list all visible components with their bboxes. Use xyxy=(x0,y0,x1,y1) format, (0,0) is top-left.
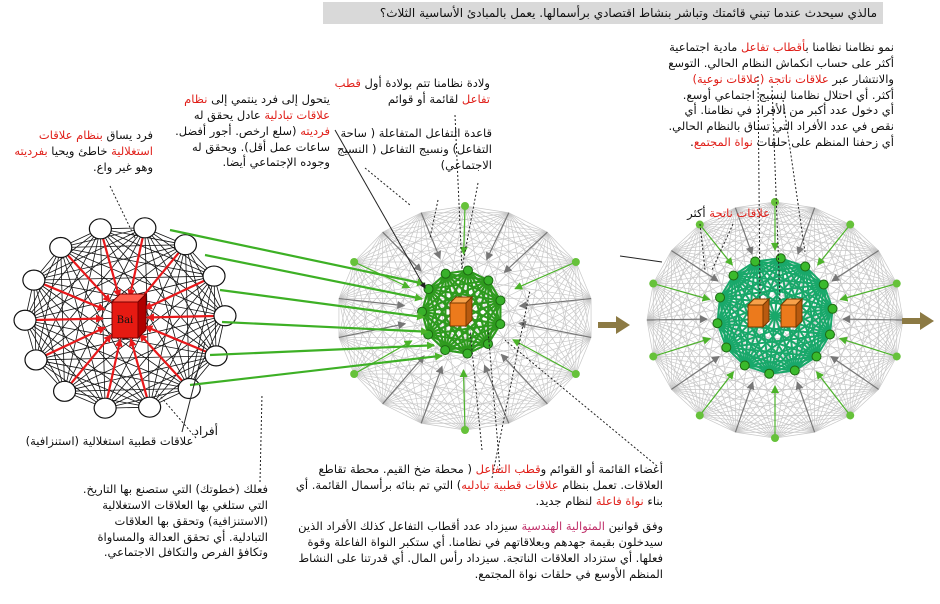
social-fabric-link xyxy=(775,320,903,438)
member-node xyxy=(572,258,580,266)
individual-node xyxy=(89,219,111,239)
individual-node xyxy=(50,237,72,257)
pole-member-node xyxy=(441,269,450,278)
note-highlight: علاقات ناتجة (علاقات نوعية) xyxy=(692,71,829,86)
pole-member-node xyxy=(463,349,472,358)
note-highlight: المتوالية الهندسية xyxy=(521,519,605,533)
note-text: نمو نظامنا نظامنا ب xyxy=(805,40,894,54)
member-node xyxy=(846,411,854,419)
note-highlight: قطب التفاعل xyxy=(475,462,541,476)
pole-member-node xyxy=(776,254,785,263)
pole-member-node xyxy=(441,346,450,355)
pole-member-node xyxy=(801,262,810,271)
interaction-base-note: قاعدة التفاعل المتفاعلة ( ساحة التفاعل) ونسيج التفاعل ( النسيج الاجتماعي) xyxy=(337,126,492,172)
individual-node xyxy=(25,350,47,370)
member-node xyxy=(696,411,704,419)
pole-member-node xyxy=(765,369,774,378)
note-highlight: نواة فاعلة xyxy=(595,493,644,508)
exploitative-relations-label: علاقات قطبية استغلالية (استنزافية) xyxy=(25,434,194,448)
pole-member-node xyxy=(496,320,505,329)
note-text: ) التي تم بنائه برأسمال القائمة. أي بناء xyxy=(295,477,663,508)
member-node xyxy=(572,370,580,378)
pole-member-node xyxy=(790,366,799,375)
note-text: فرد يساق xyxy=(102,128,153,142)
note-text: (سلع ارخص. أجور أفضل. ساعات عمل أقل). ويحقق له وجوده الإجتماعي أيضا. xyxy=(175,123,330,170)
member-node xyxy=(649,280,657,288)
individual-node xyxy=(134,218,156,238)
member-node xyxy=(461,426,469,434)
pole-member-node xyxy=(740,361,749,370)
note-text: أكثر xyxy=(687,206,710,220)
note-text: وهو غير واع. xyxy=(93,159,153,174)
member-node xyxy=(771,434,779,442)
note-text: ( محطة ضخ القيم. محطة تقاطع العلاقات. تعمل بنظام xyxy=(318,462,663,492)
individuals-label: أفراد xyxy=(193,424,218,438)
member-node xyxy=(461,202,469,210)
system-growth-note xyxy=(668,40,894,151)
geometric-growth-note xyxy=(295,519,663,582)
list-members-note xyxy=(295,462,663,510)
individual-node xyxy=(14,310,36,330)
note-text: خاطئ ويحيا xyxy=(47,143,112,158)
pole-member-node xyxy=(722,343,731,352)
note-text: أعضاء القائمة أو القوائم و xyxy=(540,462,663,476)
page-title: مالذي سيحدث عندما تبني قائمتك وتباشر بنشاط اقتصادي برأسمالها. يعمل بالمبادئ الأساسية الثلاث؟ xyxy=(323,2,883,24)
note-highlight: علاقات ناتجة xyxy=(709,206,770,220)
pole-member-node xyxy=(751,257,760,266)
individual-node xyxy=(54,381,76,401)
expanded-network xyxy=(647,198,903,442)
pole-member-node xyxy=(463,266,472,275)
note-highlight: علاقات قطبية تبادليه xyxy=(461,477,559,492)
note-highlight: بنظام علاقات استغلالية xyxy=(38,128,153,158)
note-text: ولادة نظامنا تتم بولادة أول xyxy=(360,76,490,90)
note-text: وفق قوانين xyxy=(604,519,663,533)
individual-node xyxy=(178,379,200,399)
note-highlight: قطب تفاعل xyxy=(334,76,490,106)
pole-member-node xyxy=(729,271,738,280)
note-text: يتحول إلى فرد ينتمي إلى xyxy=(207,92,330,106)
member-node xyxy=(893,280,901,288)
note-text: مادية اجتماعية أكثر على حساب انكماش النظام الحالي. التوسع والانتشار عبر xyxy=(668,40,894,86)
pole-member-node xyxy=(828,304,837,313)
exploit-link xyxy=(34,228,145,280)
pole-member-node xyxy=(418,307,427,316)
member-node xyxy=(846,221,854,229)
note-highlight: فرديته xyxy=(300,123,330,138)
resulting-relations-label xyxy=(590,206,770,222)
individual-node xyxy=(203,266,225,286)
member-node xyxy=(350,258,358,266)
pole-member-node xyxy=(713,319,722,328)
exploit-link xyxy=(36,360,150,407)
pole-member-node xyxy=(424,285,433,294)
interaction-pole-cube xyxy=(781,299,802,327)
system-birth-note xyxy=(330,76,490,108)
note-highlight: نظام علاقات تبادلية xyxy=(184,92,330,122)
pole-member-node xyxy=(484,276,493,285)
note-text: أكثر. أي احتلال نظامنا لنسيج اجتماعي أوسع. أي دخول عدد أكبر من الأفراد في نظامنا. أي نقص في عدد الأفراد التي تساق بالنظام الحالي. أي زحفنا المنظم على حلقات xyxy=(668,87,894,150)
individual-node xyxy=(174,235,196,255)
flow-arrow xyxy=(902,312,934,330)
note-text: سيزداد عدد أقطاب التفاعل كذلك الأفراد الذين سيدخلون بقيمة جهدهم وبعلاقاتهم في نظامنا. أي ستكبر النواة الفاعلة وقوة فعلها. أي ستزداد العلاقات الناتجة. سيزداد رأس المال. أي قدرتنا على النشاط المنظم الأوسع في حلقات نواة المجتمع. xyxy=(298,519,663,581)
note-highlight: أقطاب تفاعل xyxy=(740,40,806,54)
pole-member-node xyxy=(819,280,828,289)
flow-arrow xyxy=(598,316,630,334)
member-node xyxy=(649,352,657,360)
member-node xyxy=(893,352,901,360)
note-text: لقائمة أو قوائم xyxy=(387,91,462,106)
transfer-arrow xyxy=(210,345,434,355)
bai-cube xyxy=(112,294,146,338)
note-highlight: نواة المجتمع xyxy=(693,135,753,150)
member-node xyxy=(771,198,779,206)
interaction-pole-cube xyxy=(748,299,769,327)
individual-node xyxy=(139,397,161,417)
individual-node xyxy=(23,270,45,290)
pole-member-node xyxy=(825,330,834,339)
interaction-link xyxy=(445,274,446,350)
note-text: عادل يحقق له xyxy=(193,107,265,122)
exploited-individual-note xyxy=(3,128,153,176)
pole-member-node xyxy=(496,296,505,305)
individual-node xyxy=(205,346,227,366)
bai-label: Bai xyxy=(116,315,134,326)
your-step-note: فعلك (خطوتك) التي ستصنع بها التاريخ. التي ستلغي بها العلاقات الاستغلالية (الاستنزافية) وتحقق بها العلاقات التبادلية. أي تحقق العدالة والمساواة وتكافؤ الفرص والتكافل الاجتماعي. xyxy=(82,482,268,560)
transformation-note xyxy=(170,92,330,171)
individual-node xyxy=(94,398,116,418)
note-highlight: بفرديته xyxy=(14,143,48,158)
note-text: لنظام جديد. xyxy=(535,493,596,508)
member-node xyxy=(350,370,358,378)
interaction-pole-cube xyxy=(450,297,472,326)
pole-member-node xyxy=(483,339,492,348)
note-text: . xyxy=(690,135,694,150)
pole-member-node xyxy=(716,293,725,302)
pole-member-node xyxy=(812,352,821,361)
